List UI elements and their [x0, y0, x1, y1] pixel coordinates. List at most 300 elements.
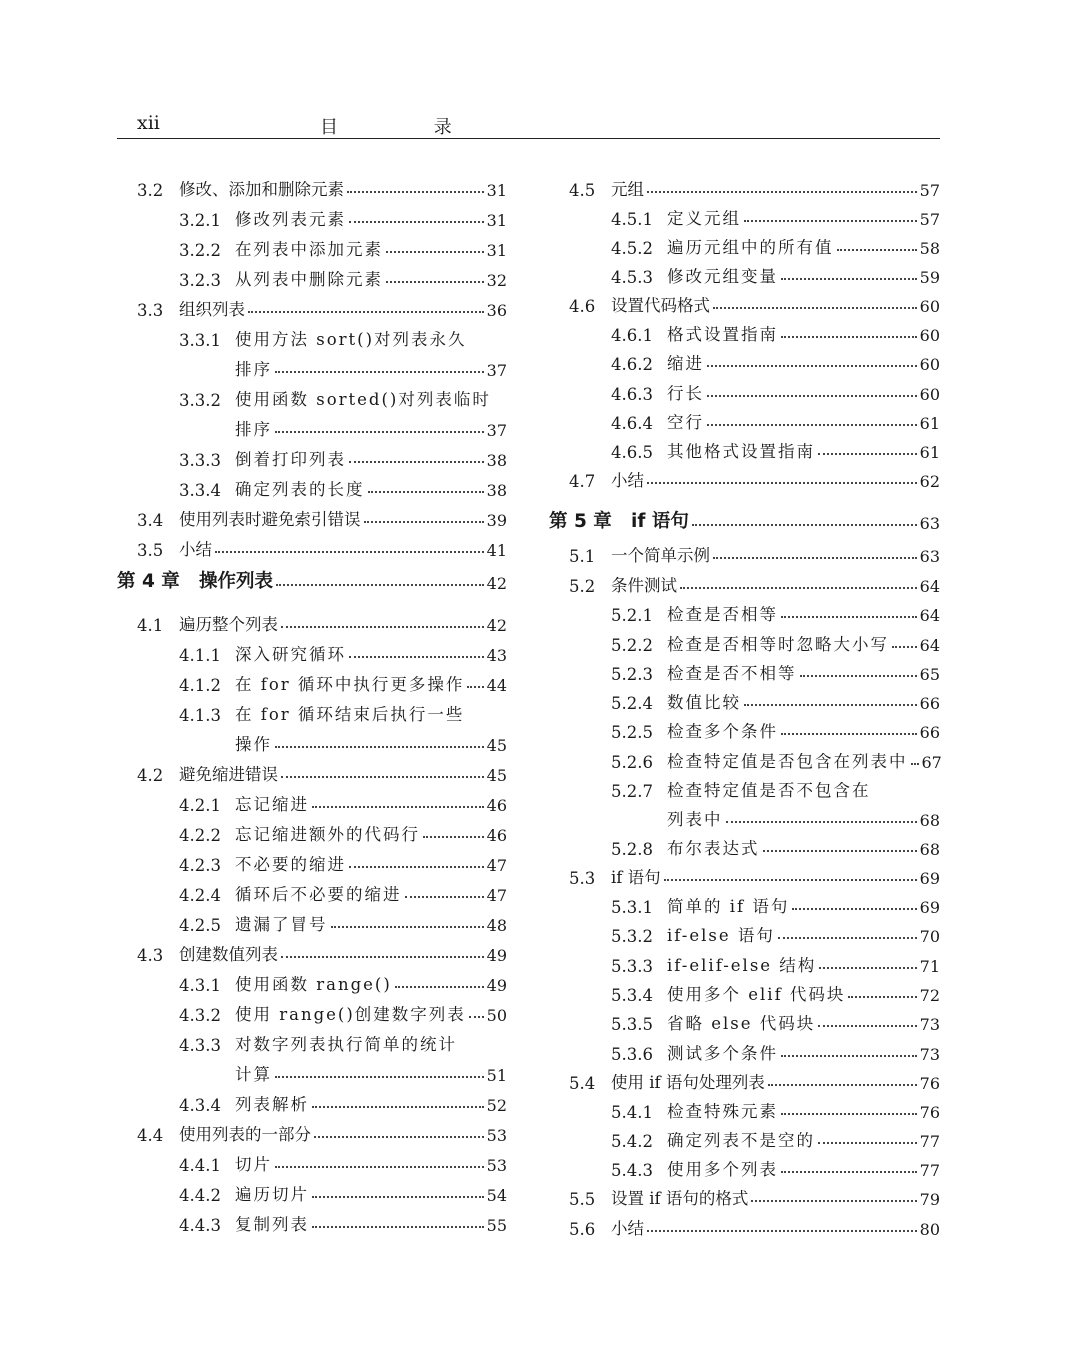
- toc-entry: [117, 995, 507, 1025]
- toc-entry-title: 使用 range()创建数字列表: [235, 1005, 466, 1024]
- toc-entry-page: 44: [486, 676, 507, 695]
- dot-leader: [792, 908, 916, 910]
- toc-entry: [549, 1121, 940, 1151]
- dot-leader: [837, 249, 917, 251]
- toc-entry-number: 5.3.2: [611, 927, 653, 946]
- toc-entry-title: 修改、添加和删除元素: [179, 180, 344, 199]
- toc-entry-title: 空行: [667, 413, 704, 432]
- toc-entry-number: 5.3.5: [611, 1015, 653, 1034]
- toc-entry-title: 深入研究循环: [235, 645, 346, 664]
- toc-entry: [117, 1205, 507, 1235]
- toc-entry-title: 数值比较: [667, 693, 741, 712]
- toc-entry: [117, 1085, 507, 1115]
- toc-entry-number: 5.6: [569, 1220, 596, 1239]
- toc-entry-title: 避免缩进错误: [179, 765, 278, 784]
- toc-entry-title: 使用函数 range(): [235, 975, 392, 994]
- dot-leader: [215, 551, 484, 553]
- toc-entry-title: 其他格式设置指南: [667, 442, 815, 461]
- toc-entry: [117, 230, 507, 260]
- toc-entry-number: 3.2.1: [179, 211, 221, 230]
- toc-entry: [117, 200, 507, 230]
- toc-entry-number: 4.2.2: [179, 826, 221, 845]
- toc-entry-title: 使用列表时避免索引错误: [179, 510, 361, 529]
- toc-entry-number: 4.1.3: [179, 706, 221, 725]
- toc-entry: [117, 410, 507, 440]
- dot-leader: [275, 746, 484, 748]
- toc-entry-number: 4.3.3: [179, 1036, 221, 1055]
- dot-leader: [744, 704, 917, 706]
- toc-entry: [549, 432, 940, 462]
- toc-entry-title: 格式设置指南: [667, 325, 778, 344]
- dot-leader: [248, 311, 484, 313]
- toc-entry-title: if-else 语句: [667, 926, 775, 945]
- toc-entry-page: 80: [919, 1220, 940, 1239]
- toc-entry-number: 5.5: [569, 1190, 596, 1209]
- dot-leader: [281, 626, 484, 628]
- toc-entry-number: 4.7: [569, 472, 596, 491]
- toc-entry: [549, 536, 940, 566]
- toc-entry: [117, 1175, 507, 1205]
- toc-entry-title: 列表中: [667, 810, 723, 829]
- toc-entry: [117, 1115, 507, 1145]
- toc-entry: [549, 199, 940, 229]
- toc-entry-number: 3.3: [137, 301, 164, 320]
- toc-entry-title: 省略 else 代码块: [667, 1014, 816, 1033]
- toc-entry-number: 4.1.2: [179, 676, 221, 695]
- toc-entry-page: 72: [919, 986, 940, 1005]
- toc-entry-number: 5.2.4: [611, 694, 653, 713]
- toc-entry: [549, 771, 940, 801]
- toc-entry: [549, 170, 940, 200]
- toc-entry-page: 50: [486, 1006, 507, 1025]
- toc-entry-title: 操作: [235, 735, 272, 754]
- toc-entry: [117, 695, 507, 725]
- toc-entry: [549, 800, 940, 830]
- dot-leader: [647, 191, 917, 193]
- toc-entry: [117, 320, 507, 350]
- toc-entry: [117, 1145, 507, 1175]
- toc-entry-number: 4.4.1: [179, 1156, 221, 1175]
- toc-entry-number: 5.4.2: [611, 1132, 653, 1151]
- toc-entry-title: 遍历元组中的所有值: [667, 238, 834, 257]
- toc-entry-title: if 语句: [611, 868, 661, 887]
- toc-entry: [549, 1150, 940, 1180]
- toc-entry-number: 3.3.3: [179, 451, 221, 470]
- toc-entry-page: 39: [486, 511, 507, 530]
- toc-entry: [549, 654, 940, 684]
- toc-entry-page: 60: [919, 355, 940, 374]
- dot-leader: [781, 733, 917, 735]
- toc-entry-title: 列表解析: [235, 1095, 309, 1114]
- toc-entry-title: 操作列表: [199, 571, 274, 592]
- toc-entry-number: 4.5.2: [611, 239, 653, 258]
- toc-entry-title: 使用 if 语句处理列表: [611, 1073, 765, 1092]
- dot-leader: [781, 1171, 917, 1173]
- toc-entry-number: 4.2.3: [179, 856, 221, 875]
- toc-entry-page: 36: [486, 301, 507, 320]
- toc-entry-page: 48: [486, 916, 507, 935]
- dot-leader: [707, 395, 917, 397]
- toc-entry-title: 测试多个条件: [667, 1044, 778, 1063]
- toc-entry: [549, 946, 940, 976]
- toc-entry: [549, 887, 940, 917]
- toc-entry: [549, 566, 940, 596]
- toc-entry: [549, 403, 940, 433]
- toc-entry-title: 忘记缩进额外的代码行: [235, 825, 420, 844]
- toc-entry-number: 3.3.4: [179, 481, 221, 500]
- toc-entry-page: 38: [486, 481, 507, 500]
- dot-leader: [800, 675, 917, 677]
- toc-entry-page: 68: [919, 840, 940, 859]
- dot-leader: [405, 896, 484, 898]
- toc-entry-number: 4.6.1: [611, 326, 653, 345]
- toc-entry-title: 修改列表元素: [235, 210, 346, 229]
- toc-entry-page: 64: [919, 606, 940, 625]
- dot-leader: [368, 491, 484, 493]
- toc-entry-page: 77: [919, 1132, 940, 1151]
- toc-entry-number: 5.2.1: [611, 606, 653, 625]
- toc-entry-page: 79: [919, 1190, 940, 1209]
- toc-entry-number: 3.3.2: [179, 391, 221, 410]
- toc-entry-title: 在 for 循环中执行更多操作: [235, 675, 465, 694]
- toc-entry-number: 3.2.3: [179, 271, 221, 290]
- toc-entry-title: 简单的 if 语句: [667, 897, 790, 916]
- dot-leader: [349, 221, 484, 223]
- toc-entry-page: 37: [486, 421, 507, 440]
- toc-entry: [117, 530, 507, 560]
- toc-entry-page: 38: [486, 451, 507, 470]
- toc-entry-page: 46: [486, 796, 507, 815]
- toc-entry-page: 45: [486, 766, 507, 785]
- running-header: [117, 110, 940, 139]
- toc-entry-title: 切片: [235, 1155, 272, 1174]
- toc-entry-page: 71: [919, 957, 940, 976]
- toc-entry-page: 62: [919, 472, 940, 491]
- toc-entry-title: 循环后不必要的缩进: [235, 885, 402, 904]
- toc-entry: [549, 257, 940, 287]
- page-title: 目 录: [320, 117, 497, 138]
- toc-entry-number: 5.4.3: [611, 1161, 653, 1180]
- toc-entry-title: 遍历整个列表: [179, 615, 278, 634]
- dot-leader: [713, 557, 917, 559]
- toc-entry-title: 检查是否不相等: [667, 664, 797, 683]
- toc-entry-page: 70: [919, 927, 940, 946]
- toc-entry: [117, 170, 507, 200]
- toc-entry-number: 4.5: [569, 181, 596, 200]
- dot-leader: [423, 836, 484, 838]
- toc-entry-number: 5.1: [569, 547, 596, 566]
- dot-leader: [778, 937, 917, 939]
- toc-entry-title: 确定列表不是空的: [667, 1131, 815, 1150]
- toc-entry-number: 3.2: [137, 181, 164, 200]
- toc-entry-title: 复制列表: [235, 1215, 309, 1234]
- toc-entry-number: 4.4.3: [179, 1216, 221, 1235]
- toc-entry-number: 4.2.4: [179, 886, 221, 905]
- toc-entry-number: 5.2: [569, 577, 596, 596]
- toc-entry-number: 5.4: [569, 1074, 596, 1093]
- toc-entry-title: 计算: [235, 1065, 272, 1084]
- toc-entry-page: 31: [486, 181, 507, 200]
- toc-entry: [549, 286, 940, 316]
- dot-leader: [349, 656, 484, 658]
- toc-entry: [117, 845, 507, 875]
- toc-entry: [117, 635, 507, 665]
- dot-leader: [781, 336, 917, 338]
- toc-entry-title: 修改元组变量: [667, 267, 778, 286]
- toc-entry-number: 3.2.2: [179, 241, 221, 260]
- toc-entry-page: 61: [919, 414, 940, 433]
- dot-leader: [781, 1055, 917, 1057]
- toc-entry-page: 64: [919, 577, 940, 596]
- toc-entry: [117, 665, 507, 695]
- toc-entry-page: 46: [486, 826, 507, 845]
- toc-entry-title: 检查是否相等时忽略大小写: [667, 635, 889, 654]
- dot-leader: [911, 763, 919, 765]
- toc-entry-number: 5.4.1: [611, 1103, 653, 1122]
- toc-entry-page: 55: [486, 1216, 507, 1235]
- toc-entry: [549, 742, 940, 772]
- toc-entry-title: 排序: [235, 420, 272, 439]
- dot-leader: [692, 524, 917, 526]
- dot-leader: [781, 1113, 917, 1115]
- toc-entry: [549, 228, 940, 258]
- toc-entry-page: 42: [486, 616, 507, 635]
- dot-leader: [331, 926, 484, 928]
- toc-entry-page: 60: [919, 326, 940, 345]
- toc-entry-page: 66: [919, 694, 940, 713]
- toc-entry: [117, 350, 507, 380]
- toc-entry-number: 4.4.2: [179, 1186, 221, 1205]
- page-number: xii: [137, 112, 160, 134]
- toc-entry: [117, 1055, 507, 1085]
- toc-entry-title: 条件测试: [611, 576, 677, 595]
- toc-entry-page: 69: [919, 898, 940, 917]
- toc-entry: [117, 875, 507, 905]
- toc-entry-page: 64: [919, 636, 940, 655]
- toc-entry-page: 77: [919, 1161, 940, 1180]
- toc-entry-number: 5.3.6: [611, 1045, 653, 1064]
- toc-entry-title: 检查特定值是否包含在列表中: [667, 752, 908, 771]
- toc-entry-title: 小结: [179, 540, 212, 559]
- toc-entry-page: 60: [919, 297, 940, 316]
- toc-entry-number: 5.3.4: [611, 986, 653, 1005]
- toc-entry-title: 组织列表: [179, 300, 245, 319]
- toc-entry-page: 69: [919, 869, 940, 888]
- toc-entry: [549, 374, 940, 404]
- toc-entry-number: 5.3.1: [611, 898, 653, 917]
- dot-leader: [275, 371, 484, 373]
- dot-leader: [467, 686, 483, 688]
- toc-entry: [117, 785, 507, 815]
- toc-entry-number: 4.1: [137, 616, 164, 635]
- toc-entry-number: 5.2.7: [611, 782, 653, 801]
- toc-entry-number: 4.5.3: [611, 268, 653, 287]
- dot-leader: [312, 806, 484, 808]
- toc-entry-number: 5.2.5: [611, 723, 653, 742]
- toc-entry-page: 31: [486, 211, 507, 230]
- dot-leader: [395, 986, 484, 988]
- toc-entry-page: 60: [919, 385, 940, 404]
- toc-entry-title: if-elif-else 结构: [667, 956, 817, 975]
- toc-entry-number: 4.6.2: [611, 355, 653, 374]
- toc-entry-title: 从列表中删除元素: [235, 270, 383, 289]
- toc-entry-title: 使用列表的一部分: [179, 1125, 311, 1144]
- toc-entry-number: 4.3.2: [179, 1006, 221, 1025]
- toc-entry-number: 4.6.3: [611, 385, 653, 404]
- toc-entry-page: 49: [486, 946, 507, 965]
- toc-entry: [549, 1034, 940, 1064]
- toc-entry: [117, 815, 507, 845]
- toc-entry-title: 检查特殊元素: [667, 1102, 778, 1121]
- toc-entry: [117, 725, 507, 755]
- toc-entry-page: 41: [486, 541, 507, 560]
- toc-entry-title: 对数字列表执行简单的统计: [235, 1035, 457, 1054]
- toc-entry: [117, 290, 507, 320]
- toc-entry-page: 63: [919, 514, 940, 533]
- toc-entry-page: 66: [919, 723, 940, 742]
- toc-chapter-entry: [549, 503, 940, 533]
- toc-entry-page: 53: [486, 1156, 507, 1175]
- toc-entry-number: 4.6.4: [611, 414, 653, 433]
- toc-entry-title: 行长: [667, 384, 704, 403]
- dot-leader: [469, 1016, 484, 1018]
- dot-leader: [312, 1106, 484, 1108]
- toc-entry-number: 5.3.3: [611, 957, 653, 976]
- toc-entry: [117, 380, 507, 410]
- dot-leader: [768, 1084, 917, 1086]
- toc-entry-page: 54: [486, 1186, 507, 1205]
- dot-leader: [763, 850, 917, 852]
- toc-entry-number: 4.2.5: [179, 916, 221, 935]
- dot-leader: [744, 220, 917, 222]
- toc-entry-title: 忘记缩进: [235, 795, 309, 814]
- toc-entry: [117, 755, 507, 785]
- dot-leader: [364, 521, 484, 523]
- toc-entry-number: 4.2.1: [179, 796, 221, 815]
- toc-entry-number: 4.1.1: [179, 646, 221, 665]
- toc-entry-page: 53: [486, 1126, 507, 1145]
- toc-entry-title: 元组: [611, 180, 644, 199]
- dot-leader: [386, 251, 484, 253]
- toc-entry-number: 4.3: [137, 946, 164, 965]
- toc-entry-number: 5.2.3: [611, 665, 653, 684]
- toc-entry-number: 5.2.8: [611, 840, 653, 859]
- toc-entry-number: 第 4 章: [117, 571, 180, 592]
- dot-leader: [726, 821, 917, 823]
- toc-entry-title: 小结: [611, 1219, 644, 1238]
- toc-entry-page: 52: [486, 1096, 507, 1115]
- toc-entry-number: 5.3: [569, 869, 596, 888]
- dot-leader: [386, 281, 484, 283]
- toc-entry: [549, 916, 940, 946]
- toc-entry-title: 设置 if 语句的格式: [611, 1189, 749, 1208]
- toc-entry-page: 65: [919, 665, 940, 684]
- toc-entry-page: 47: [486, 856, 507, 875]
- toc-entry-page: 32: [486, 271, 507, 290]
- toc-entry-page: 37: [486, 361, 507, 380]
- dot-leader: [312, 1196, 484, 1198]
- toc-entry: [117, 440, 507, 470]
- dot-leader: [713, 307, 917, 309]
- dot-leader: [347, 191, 484, 193]
- toc-entry: [549, 315, 940, 345]
- toc-entry-title: 遗漏了冒号: [235, 915, 328, 934]
- toc-entry-page: 31: [486, 241, 507, 260]
- dot-leader: [680, 587, 917, 589]
- toc-entry-page: 63: [919, 547, 940, 566]
- dot-leader: [848, 996, 916, 998]
- toc-entry: [549, 1179, 940, 1209]
- toc-entry-title: 检查多个条件: [667, 722, 778, 741]
- toc-entry-title: 小结: [611, 471, 644, 490]
- dot-leader: [312, 1226, 484, 1228]
- toc-entry-number: 5.2.6: [611, 753, 653, 772]
- dot-leader: [314, 1136, 484, 1138]
- dot-leader: [647, 1230, 917, 1232]
- dot-leader: [818, 1142, 917, 1144]
- dot-leader: [707, 424, 917, 426]
- toc-entry-number: 4.5.1: [611, 210, 653, 229]
- toc-entry-title: 检查特定值是否不包含在: [667, 781, 871, 800]
- toc-entry-number: 4.4: [137, 1126, 164, 1145]
- dot-leader: [818, 453, 917, 455]
- toc-entry-page: 43: [486, 646, 507, 665]
- toc-entry: [549, 461, 940, 491]
- toc-entry-title: 布尔表达式: [667, 839, 760, 858]
- dot-leader: [818, 1025, 916, 1027]
- toc-entry-page: 58: [919, 239, 940, 258]
- toc-entry-number: 3.3.1: [179, 331, 221, 350]
- toc-entry-title: 使用方法 sort()对列表永久: [235, 330, 467, 349]
- toc-entry-number: 第 5 章: [549, 511, 612, 532]
- dot-leader: [275, 1076, 484, 1078]
- toc-entry-title: 使用函数 sorted()对列表临时: [235, 390, 491, 409]
- toc-entry: [117, 605, 507, 635]
- toc-entry: [549, 1063, 940, 1093]
- toc-entry: [117, 260, 507, 290]
- dot-leader: [707, 365, 917, 367]
- dot-leader: [751, 1200, 916, 1202]
- toc-entry-title: 检查是否相等: [667, 605, 778, 624]
- toc-entry: [117, 905, 507, 935]
- toc-entry-page: 73: [919, 1015, 940, 1034]
- dot-leader: [275, 431, 484, 433]
- toc-entry-title: 使用多个列表: [667, 1160, 778, 1179]
- toc-entry: [549, 595, 940, 625]
- toc-entry-title: 缩进: [667, 354, 704, 373]
- toc-entry-number: 4.6: [569, 297, 596, 316]
- toc-entry-page: 67: [921, 753, 942, 772]
- dot-leader: [664, 879, 917, 881]
- toc-entry-page: 57: [919, 181, 940, 200]
- toc-entry: [117, 965, 507, 995]
- toc-entry: [549, 1092, 940, 1122]
- toc-entry-title: 遍历切片: [235, 1185, 309, 1204]
- toc-entry-title: 创建数值列表: [179, 945, 278, 964]
- toc-entry: [549, 1004, 940, 1034]
- dot-leader: [275, 1166, 484, 1168]
- toc-entry: [117, 935, 507, 965]
- toc-entry-page: 49: [486, 976, 507, 995]
- toc-entry-page: 76: [919, 1074, 940, 1093]
- toc-entry-title: 使用多个 elif 代码块: [667, 985, 846, 1004]
- toc-entry: [549, 712, 940, 742]
- toc-entry: [549, 858, 940, 888]
- dot-leader: [281, 776, 484, 778]
- toc-entry-title: 排序: [235, 360, 272, 379]
- toc-entry: [549, 344, 940, 374]
- toc-entry-page: 57: [919, 210, 940, 229]
